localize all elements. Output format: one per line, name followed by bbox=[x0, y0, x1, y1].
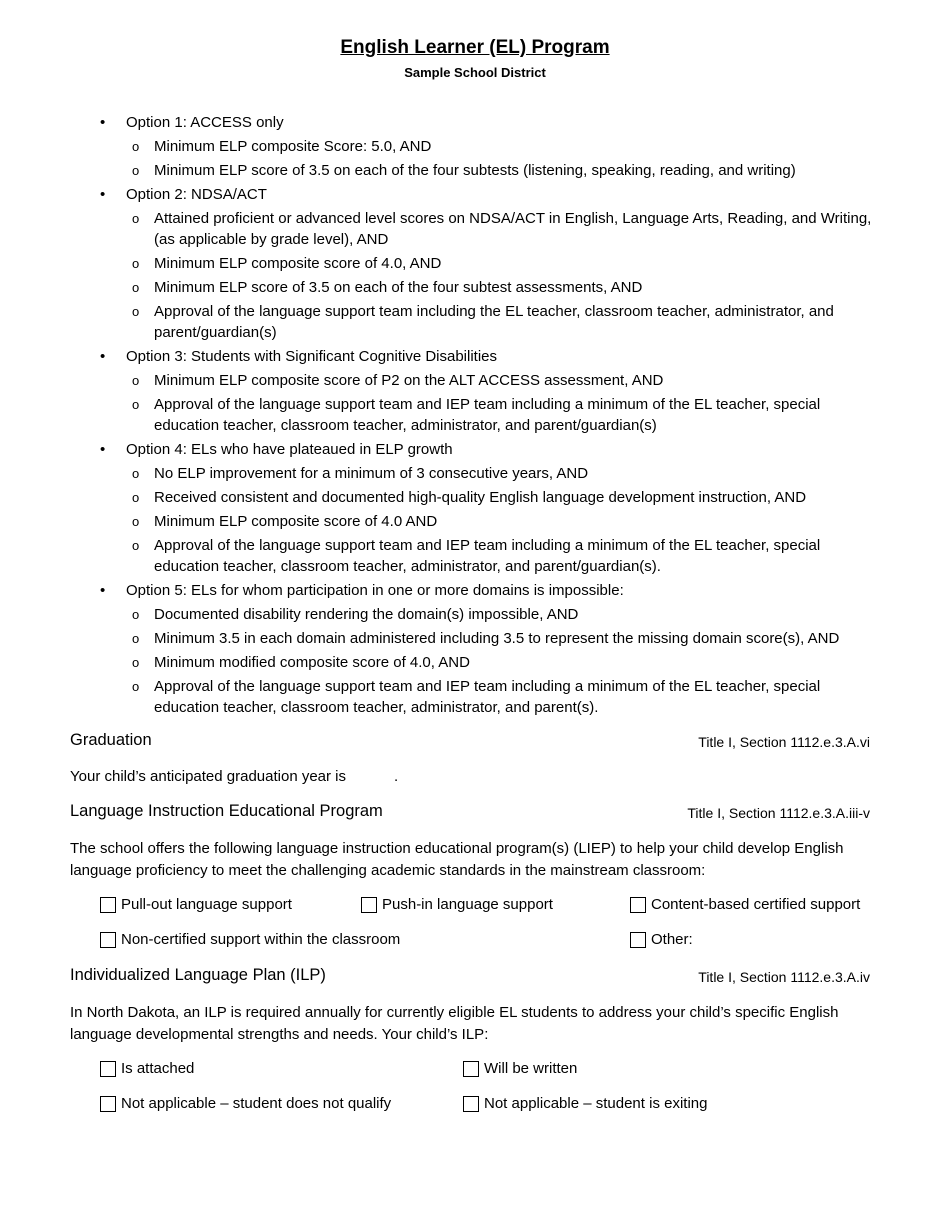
ilp-heading-row bbox=[70, 966, 880, 985]
circle-bullet-icon: o bbox=[132, 631, 140, 646]
ilp-heading: Individualized Language Plan (ILP) bbox=[70, 966, 326, 984]
circle-bullet-icon: o bbox=[132, 304, 140, 319]
circle-bullet-icon: o bbox=[132, 280, 140, 295]
option-item-text: Received consistent and documented high-quality English language development instruction, AND bbox=[154, 489, 807, 506]
circle-bullet-icon: o bbox=[132, 490, 140, 505]
checkbox-label: Other: bbox=[651, 931, 693, 948]
circle-bullet-icon: o bbox=[132, 466, 140, 481]
option-2 bbox=[70, 184, 880, 206]
option-3-label: Option 3: Students with Significant Cognitive Disabilities bbox=[126, 348, 498, 365]
checkbox-icon[interactable] bbox=[630, 932, 646, 948]
circle-bullet-icon: o bbox=[132, 538, 140, 553]
option-2-item bbox=[70, 208, 880, 250]
option-item-text: Approval of the language support team including the EL teacher, classroom teacher, administrator, and parent/guardian(s) bbox=[154, 303, 834, 341]
option-item-text: Minimum ELP score of 3.5 on each of the four subtest assessments, AND bbox=[154, 279, 643, 296]
page-subtitle: Sample School District bbox=[404, 65, 546, 80]
option-3 bbox=[70, 346, 880, 368]
bullet-icon: • bbox=[100, 348, 106, 365]
option-5-item bbox=[70, 676, 880, 718]
checkbox-pull-out[interactable] bbox=[100, 896, 292, 913]
option-4-item bbox=[70, 487, 880, 508]
checkbox-not-qualify[interactable] bbox=[100, 1095, 391, 1112]
checkbox-label: Will be written bbox=[484, 1060, 578, 1077]
option-item-text: Minimum ELP composite score of 4.0 AND bbox=[154, 513, 438, 530]
option-1-item bbox=[70, 136, 880, 157]
option-4 bbox=[70, 439, 880, 461]
option-item-text: Approval of the language support team and IEP team including a minimum of the EL teacher, special education teacher, classroom teacher, administrator, and parent(s). bbox=[154, 678, 821, 716]
checkbox-other[interactable] bbox=[630, 931, 693, 948]
option-item-text: Documented disability rendering the domain(s) impossible, AND bbox=[154, 606, 579, 623]
checkbox-icon[interactable] bbox=[463, 1096, 479, 1112]
circle-bullet-icon: o bbox=[132, 397, 140, 412]
checkbox-icon[interactable] bbox=[361, 897, 377, 913]
checkbox-content-based[interactable] bbox=[630, 896, 860, 913]
checkbox-non-certified[interactable] bbox=[100, 931, 400, 948]
graduation-period: . bbox=[394, 768, 399, 785]
graduation-heading-row bbox=[70, 731, 880, 750]
option-item-text: Attained proficient or advanced level scores on NDSA/ACT in English, Language Arts, Reading, and Writing, (as applicable by grade level), AND bbox=[154, 210, 872, 248]
liep-heading-row bbox=[70, 802, 880, 821]
circle-bullet-icon: o bbox=[132, 607, 140, 622]
option-3-item bbox=[70, 394, 880, 436]
option-item-text: Minimum ELP composite score of 4.0, AND bbox=[154, 255, 442, 272]
liep-reference: Title I, Section 1112.e.3.A.iii-v bbox=[687, 805, 870, 821]
option-5 bbox=[70, 580, 880, 602]
option-item-text: Minimum ELP composite score of P2 on the ALT ACCESS assessment, AND bbox=[154, 372, 664, 389]
option-item-text: Minimum ELP score of 3.5 on each of the four subtests (listening, speaking, reading, and writing) bbox=[154, 162, 796, 179]
checkbox-icon[interactable] bbox=[463, 1061, 479, 1077]
checkbox-exiting[interactable] bbox=[463, 1095, 707, 1112]
checkbox-label: Pull-out language support bbox=[121, 896, 292, 913]
bullet-icon: • bbox=[100, 582, 106, 599]
option-item-text: No ELP improvement for a minimum of 3 consecutive years, AND bbox=[154, 465, 589, 482]
bullet-icon: • bbox=[100, 186, 106, 203]
option-5-item bbox=[70, 628, 880, 649]
circle-bullet-icon: o bbox=[132, 373, 140, 388]
graduation-heading: Graduation bbox=[70, 731, 152, 749]
option-item-text: Minimum modified composite score of 4.0, AND bbox=[154, 654, 470, 671]
checkbox-push-in[interactable] bbox=[361, 896, 553, 913]
checkbox-icon[interactable] bbox=[100, 1061, 116, 1077]
option-5-label: Option 5: ELs for whom participation in one or more domains is impossible: bbox=[126, 582, 624, 599]
option-3-item bbox=[70, 370, 880, 391]
option-5-item bbox=[70, 652, 880, 673]
option-item-text: Approval of the language support team and IEP team including a minimum of the EL teacher, special education teacher, classroom teacher, administrator, and parent/guardian(s) bbox=[154, 396, 821, 434]
bullet-icon: • bbox=[100, 441, 106, 458]
graduation-text: Your child’s anticipated graduation year is bbox=[70, 768, 347, 785]
checkbox-icon[interactable] bbox=[100, 1096, 116, 1112]
checkbox-label: Not applicable – student does not qualify bbox=[121, 1095, 392, 1112]
bullet-icon: • bbox=[100, 114, 106, 131]
graduation-reference: Title I, Section 1112.e.3.A.vi bbox=[698, 734, 870, 750]
option-4-item bbox=[70, 535, 880, 577]
checkbox-label: Content-based certified support bbox=[651, 896, 861, 913]
option-1 bbox=[70, 112, 880, 134]
checkbox-label: Not applicable – student is exiting bbox=[484, 1095, 708, 1112]
circle-bullet-icon: o bbox=[132, 655, 140, 670]
option-2-item bbox=[70, 277, 880, 298]
checkbox-label: Non-certified support within the classroom bbox=[121, 931, 401, 948]
option-2-label: Option 2: NDSA/ACT bbox=[126, 186, 267, 203]
checkbox-label: Push-in language support bbox=[382, 896, 553, 913]
option-item-text: Minimum 3.5 in each domain administered including 3.5 to represent the missing domain score(s), AND bbox=[154, 630, 840, 647]
option-1-item bbox=[70, 160, 880, 181]
option-item-text: Approval of the language support team and IEP team including a minimum of the EL teacher, special education teacher, classroom teacher, administrator, and parent/guardian(s). bbox=[154, 537, 821, 575]
liep-heading: Language Instruction Educational Program bbox=[70, 802, 383, 820]
page-title: English Learner (EL) Program bbox=[340, 37, 610, 58]
circle-bullet-icon: o bbox=[132, 139, 140, 154]
option-item-text: Minimum ELP composite Score: 5.0, AND bbox=[154, 138, 432, 155]
checkbox-icon[interactable] bbox=[100, 932, 116, 948]
option-4-item bbox=[70, 511, 880, 532]
circle-bullet-icon: o bbox=[132, 679, 140, 694]
option-5-item bbox=[70, 604, 880, 625]
circle-bullet-icon: o bbox=[132, 163, 140, 178]
option-2-item bbox=[70, 301, 880, 343]
option-4-item bbox=[70, 463, 880, 484]
liep-description: The school offers the following language instruction educational program(s) (LIEP) to help your child develop English language proficiency to meet the challenging academic standards in the mainstream classroom: bbox=[70, 840, 844, 879]
exit-options-list bbox=[70, 112, 880, 721]
checkbox-attached[interactable] bbox=[100, 1060, 194, 1077]
checkbox-will-be-written[interactable] bbox=[463, 1060, 577, 1077]
ilp-description: In North Dakota, an ILP is required annually for currently eligible EL students to address your child’s specific English language developmental strengths and needs. Your child’s ILP: bbox=[70, 1004, 839, 1043]
option-4-label: Option 4: ELs who have plateaued in ELP growth bbox=[126, 441, 453, 458]
checkbox-icon[interactable] bbox=[100, 897, 116, 913]
option-2-item bbox=[70, 253, 880, 274]
circle-bullet-icon: o bbox=[132, 211, 140, 226]
circle-bullet-icon: o bbox=[132, 256, 140, 271]
checkbox-icon[interactable] bbox=[630, 897, 646, 913]
option-1-label: Option 1: ACCESS only bbox=[126, 114, 284, 131]
graduation-text-row bbox=[70, 766, 880, 788]
checkbox-label: Is attached bbox=[121, 1060, 195, 1077]
ilp-reference: Title I, Section 1112.e.3.A.iv bbox=[698, 969, 870, 985]
circle-bullet-icon: o bbox=[132, 514, 140, 529]
